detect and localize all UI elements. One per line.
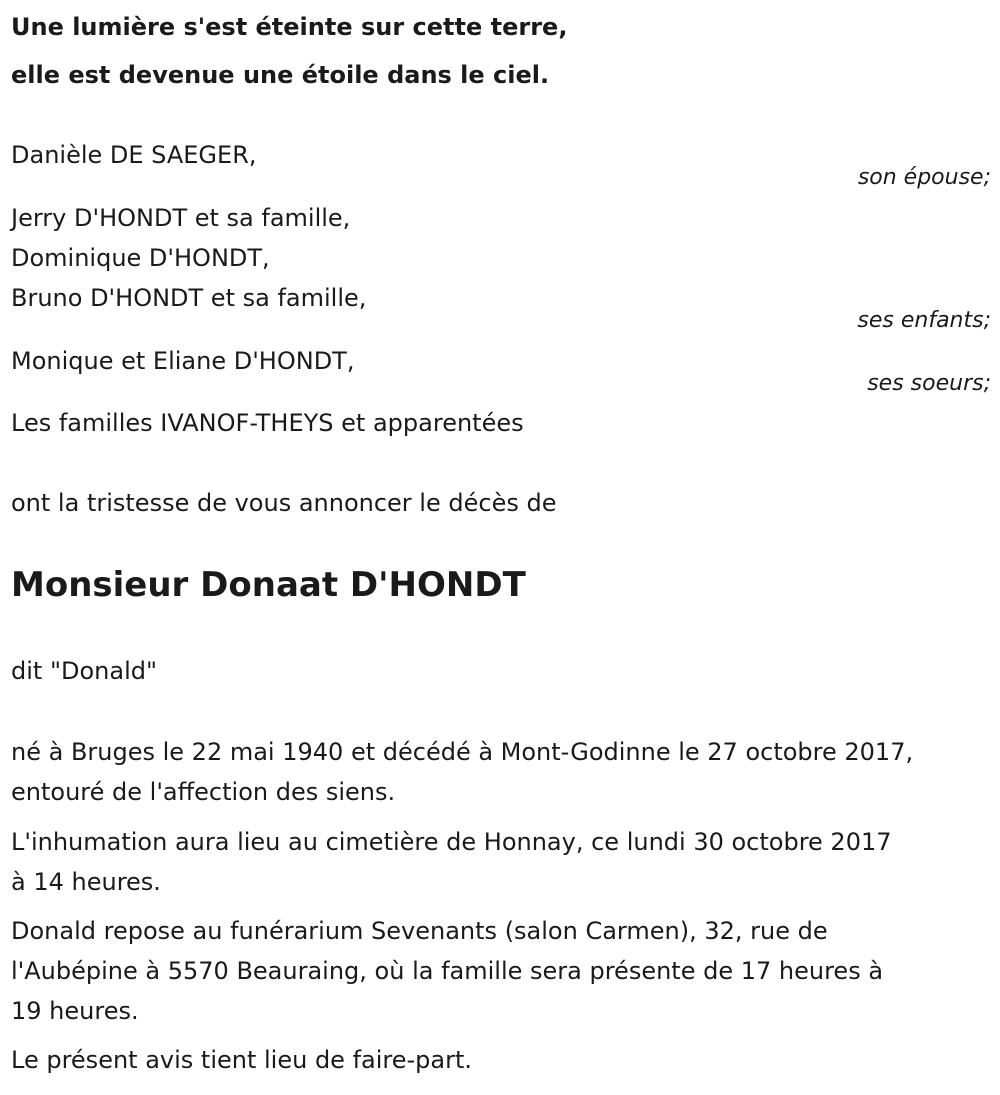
epigraph-line-2: elle est devenue une étoile dans le ciel. [11,61,550,89]
paragraph-line: entouré de l'affection des siens. [11,778,396,806]
spouse-role: son épouse; [857,165,991,190]
paragraph-line: Donald repose au funérarium Sevenants (salon Carmen), 32, rue de [11,917,828,945]
closing-line: Le présent avis tient lieu de faire-part. [11,1046,473,1074]
spouse-name: Danièle DE SAEGER, [11,141,257,169]
child-name: Bruno D'HONDT et sa famille, [11,284,367,312]
paragraph-line: à 14 heures. [11,868,161,896]
sisters-name: Monique et Eliane D'HONDT, [11,347,355,375]
burial-paragraph [11,822,991,902]
paragraph-line: né à Bruges le 22 mai 1940 et décédé à Mont-Godinne le 27 octobre 2017, [11,738,914,766]
visitation-paragraph [11,911,991,1031]
child-name: Dominique D'HONDT, [11,244,270,272]
paragraph-line: L'inhumation aura lieu au cimetière de Honnay, ce lundi 30 octobre 2017 [11,828,892,856]
relatives-line: Les familles IVANOF-THEYS et apparentées [11,409,524,437]
deceased-name: Monsieur Donaat D'HONDT [11,565,526,605]
deceased-nickname: dit "Donald" [11,657,158,685]
children-role: ses enfants; [857,308,991,333]
sisters-role: ses soeurs; [867,371,991,396]
epigraph-line-1: Une lumière s'est éteinte sur cette terre, [11,13,568,41]
announcement-line: ont la tristesse de vous annoncer le décès de [11,489,557,517]
paragraph-line: 19 heures. [11,997,139,1025]
paragraph-line: l'Aubépine à 5570 Beauraing, où la famille sera présente de 17 heures à [11,957,884,985]
birth-death-paragraph [11,732,991,812]
child-name: Jerry D'HONDT et sa famille, [11,204,351,232]
